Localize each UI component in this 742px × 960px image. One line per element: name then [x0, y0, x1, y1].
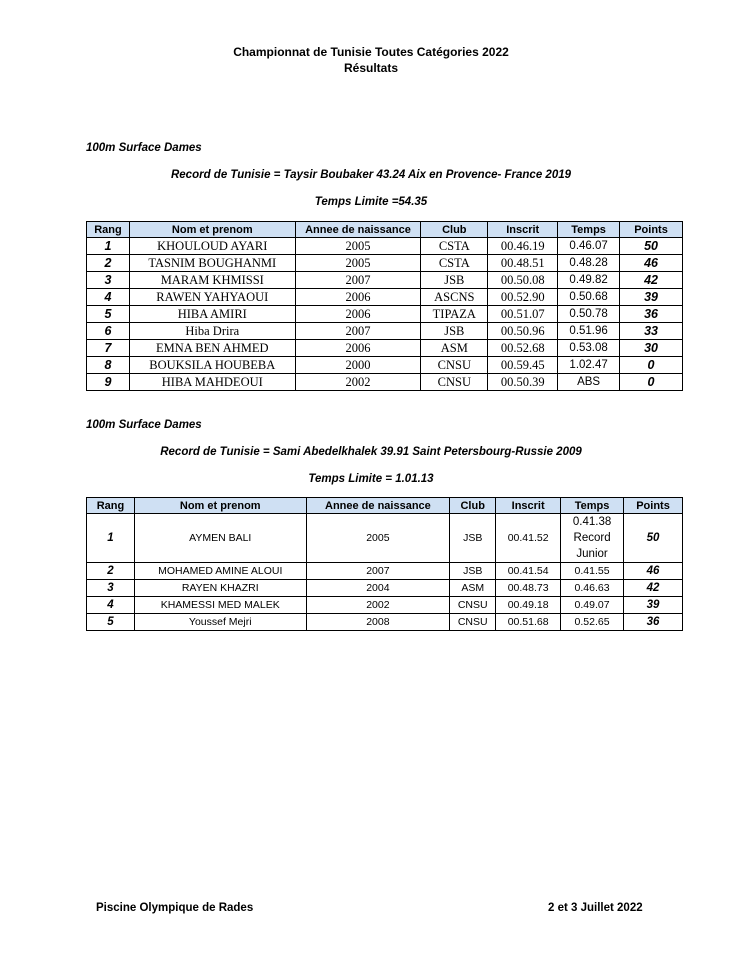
- points-cell: 39: [620, 289, 683, 306]
- document-title: Championnat de Tunisie Toutes Catégories 2022: [233, 45, 509, 59]
- time-cell: 0.52.65: [561, 614, 624, 631]
- column-header: Nom et prenom: [134, 498, 306, 514]
- club-cell: JSB: [421, 272, 488, 289]
- rank-cell: 4: [87, 289, 130, 306]
- column-header: Inscrit: [496, 498, 561, 514]
- inscrit-cell: 00.51.07: [488, 306, 558, 323]
- rank-cell: 5: [87, 614, 135, 631]
- name-cell: MARAM KHMISSI: [129, 272, 295, 289]
- event-title-1: 100m Surface Dames: [86, 142, 202, 154]
- points-cell: 33: [620, 323, 683, 340]
- table-row: [87, 289, 683, 306]
- inscrit-cell: 00.49.18: [496, 597, 561, 614]
- table-row: [87, 374, 683, 391]
- table-row: [87, 306, 683, 323]
- name-cell: HIBA MAHDEOUI: [129, 374, 295, 391]
- column-header: Club: [450, 498, 496, 514]
- club-cell: JSB: [421, 323, 488, 340]
- birth-year-cell: 2002: [306, 597, 450, 614]
- column-header: Club: [421, 222, 488, 238]
- inscrit-cell: 00.50.08: [488, 272, 558, 289]
- time-limit-1: Temps Limite =54.35: [314, 196, 428, 208]
- time-cell: 0.48.28: [558, 255, 620, 272]
- birth-year-cell: 2007: [295, 323, 421, 340]
- name-cell: BOUKSILA HOUBEBA: [129, 357, 295, 374]
- inscrit-cell: 00.48.73: [496, 580, 561, 597]
- table-row: [87, 255, 683, 272]
- inscrit-cell: 00.41.54: [496, 563, 561, 580]
- birth-year-cell: 2005: [295, 238, 421, 255]
- table-row: [87, 580, 683, 597]
- table-row: [87, 238, 683, 255]
- record-line-2: Record de Tunisie = Sami Abedelkhalek 39.91 Saint Petersbourg-Russie 2009: [160, 446, 582, 458]
- rank-cell: 3: [87, 272, 130, 289]
- birth-year-cell: 2008: [306, 614, 450, 631]
- birth-year-cell: 2007: [295, 272, 421, 289]
- name-cell: KHOULOUD AYARI: [129, 238, 295, 255]
- record-category: Junior: [576, 548, 608, 560]
- time-cell: 0.50.78: [558, 306, 620, 323]
- birth-year-cell: 2006: [295, 306, 421, 323]
- inscrit-cell: 00.46.19: [488, 238, 558, 255]
- club-cell: TIPAZA: [421, 306, 488, 323]
- inscrit-cell: 00.51.68: [496, 614, 561, 631]
- points-cell: 50: [624, 514, 683, 563]
- table-row: [87, 272, 683, 289]
- points-cell: 0: [620, 374, 683, 391]
- rank-cell: 1: [87, 238, 130, 255]
- time-cell: 0.46.63: [561, 580, 624, 597]
- inscrit-cell: 00.50.39: [488, 374, 558, 391]
- time-limit-2: Temps Limite = 1.01.13: [308, 473, 434, 485]
- club-cell: ASM: [421, 340, 488, 357]
- inscrit-cell: 00.48.51: [488, 255, 558, 272]
- name-cell: Youssef Mejri: [134, 614, 306, 631]
- column-header: Temps: [561, 498, 624, 514]
- table-row: [87, 563, 683, 580]
- birth-year-cell: 2000: [295, 357, 421, 374]
- name-cell: HIBA AMIRI: [129, 306, 295, 323]
- results-table-2: [86, 497, 683, 631]
- time-cell: 0.51.96: [558, 323, 620, 340]
- event-dates: 2 et 3 Juillet 2022: [548, 902, 643, 914]
- birth-year-cell: 2006: [295, 340, 421, 357]
- time-cell: 0.49.07: [561, 597, 624, 614]
- results-table-1: [86, 221, 683, 391]
- points-cell: 46: [624, 563, 683, 580]
- table-row: [87, 340, 683, 357]
- table-row: [87, 357, 683, 374]
- column-header: Rang: [87, 498, 135, 514]
- venue: Piscine Olympique de Rades: [96, 902, 254, 914]
- birth-year-cell: 2007: [306, 563, 450, 580]
- birth-year-cell: 2005: [295, 255, 421, 272]
- points-cell: 0: [620, 357, 683, 374]
- record-note: Record: [573, 532, 611, 544]
- rank-cell: 2: [87, 563, 135, 580]
- inscrit-cell: 00.52.68: [488, 340, 558, 357]
- time-cell: 0.53.08: [558, 340, 620, 357]
- column-header: Inscrit: [488, 222, 558, 238]
- birth-year-cell: 2006: [295, 289, 421, 306]
- points-cell: 50: [620, 238, 683, 255]
- time-value: 0.41.38: [572, 516, 612, 528]
- club-cell: CNSU: [450, 614, 496, 631]
- points-cell: 36: [624, 614, 683, 631]
- time-cell: ABS: [558, 374, 620, 391]
- name-cell: MOHAMED AMINE ALOUI: [134, 563, 306, 580]
- name-cell: KHAMESSI MED MALEK: [134, 597, 306, 614]
- name-cell: Hiba Drira: [129, 323, 295, 340]
- club-cell: ASM: [450, 580, 496, 597]
- inscrit-cell: 00.52.90: [488, 289, 558, 306]
- points-cell: 42: [624, 580, 683, 597]
- inscrit-cell: 00.41.52: [496, 514, 561, 563]
- document-subtitle: Résultats: [343, 61, 399, 75]
- club-cell: CNSU: [450, 597, 496, 614]
- rank-cell: 9: [87, 374, 130, 391]
- table-header-row: [87, 498, 683, 514]
- name-cell: RAWEN YAHYAOUI: [129, 289, 295, 306]
- rank-cell: 2: [87, 255, 130, 272]
- points-cell: 30: [620, 340, 683, 357]
- record-line-1: Record de Tunisie = Taysir Boubaker 43.24 Aix en Provence- France 2019: [170, 169, 572, 181]
- time-cell: 1.02.47: [558, 357, 620, 374]
- name-cell: EMNA BEN AHMED: [129, 340, 295, 357]
- points-cell: 42: [620, 272, 683, 289]
- club-cell: ASCNS: [421, 289, 488, 306]
- time-cell: [561, 514, 624, 563]
- event-title-2: 100m Surface Dames: [86, 419, 202, 431]
- club-cell: CNSU: [421, 374, 488, 391]
- table-row: [87, 614, 683, 631]
- inscrit-cell: 00.50.96: [488, 323, 558, 340]
- club-cell: JSB: [450, 514, 496, 563]
- table-header-row: [87, 222, 683, 238]
- club-cell: CNSU: [421, 357, 488, 374]
- column-header: Nom et prenom: [129, 222, 295, 238]
- rank-cell: 8: [87, 357, 130, 374]
- rank-cell: 5: [87, 306, 130, 323]
- column-header: Temps: [558, 222, 620, 238]
- time-cell: 0.41.55: [561, 563, 624, 580]
- points-cell: 36: [620, 306, 683, 323]
- inscrit-cell: 00.59.45: [488, 357, 558, 374]
- time-cell: 0.46.07: [558, 238, 620, 255]
- rank-cell: 7: [87, 340, 130, 357]
- column-header: Rang: [87, 222, 130, 238]
- column-header: Annee de naissance: [306, 498, 450, 514]
- club-cell: JSB: [450, 563, 496, 580]
- points-cell: 39: [624, 597, 683, 614]
- table-row: [87, 514, 683, 563]
- column-header: Annee de naissance: [295, 222, 421, 238]
- column-header: Points: [620, 222, 683, 238]
- table-row: [87, 323, 683, 340]
- club-cell: CSTA: [421, 238, 488, 255]
- rank-cell: 1: [87, 514, 135, 563]
- name-cell: TASNIM BOUGHANMI: [129, 255, 295, 272]
- name-cell: RAYEN KHAZRI: [134, 580, 306, 597]
- time-cell: 0.49.82: [558, 272, 620, 289]
- name-cell: AYMEN BALI: [134, 514, 306, 563]
- birth-year-cell: 2002: [295, 374, 421, 391]
- birth-year-cell: 2004: [306, 580, 450, 597]
- time-cell: 0.50.68: [558, 289, 620, 306]
- birth-year-cell: 2005: [306, 514, 450, 563]
- points-cell: 46: [620, 255, 683, 272]
- table-row: [87, 597, 683, 614]
- rank-cell: 6: [87, 323, 130, 340]
- rank-cell: 3: [87, 580, 135, 597]
- document-header: [0, 44, 742, 76]
- column-header: Points: [624, 498, 683, 514]
- club-cell: CSTA: [421, 255, 488, 272]
- rank-cell: 4: [87, 597, 135, 614]
